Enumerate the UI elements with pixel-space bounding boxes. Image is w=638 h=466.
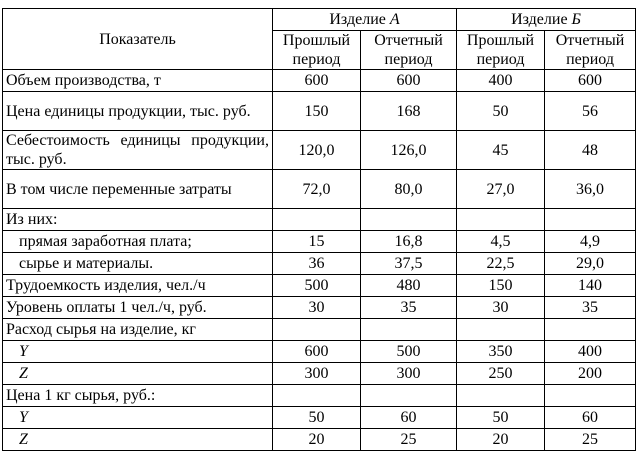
header-a-prev-period: Прошлый период	[273, 31, 361, 70]
cell-a-prev: 36	[273, 253, 361, 275]
cell-a-prev: 120,0	[273, 131, 361, 170]
cell-empty	[457, 209, 545, 231]
cell-a-prev: 600	[273, 341, 361, 363]
cell-empty	[545, 319, 636, 341]
table-row	[3, 319, 636, 341]
row-label: Цена 1 кг сырья, руб.:	[3, 385, 273, 407]
header-b-report-period: Отчетный период	[545, 31, 636, 70]
cell-empty	[273, 319, 361, 341]
header-row-products	[3, 9, 636, 31]
cell-b-prev: 4,5	[457, 231, 545, 253]
cell-b-prev: 22,5	[457, 253, 545, 275]
cell-b-prev: 150	[457, 275, 545, 297]
row-label: Расход сырья на изделие, кг	[3, 319, 273, 341]
table-row	[3, 407, 636, 429]
cell-a-report: 80,0	[361, 170, 457, 209]
cell-a-prev: 500	[273, 275, 361, 297]
table-row	[3, 297, 636, 319]
table-row	[3, 70, 636, 92]
row-label: Y	[3, 407, 273, 429]
header-indicator: Показатель	[3, 9, 273, 70]
cell-empty	[545, 385, 636, 407]
table-row	[3, 341, 636, 363]
cell-b-report: 36,0	[545, 170, 636, 209]
cell-a-prev: 300	[273, 363, 361, 385]
row-label: Объем производства, т	[3, 70, 273, 92]
header-product-a: Изделие А	[273, 9, 457, 31]
row-label: Y	[3, 341, 273, 363]
table-row	[3, 209, 636, 231]
table-row	[3, 385, 636, 407]
cell-b-report: 48	[545, 131, 636, 170]
cell-empty	[545, 209, 636, 231]
table-row	[3, 275, 636, 297]
cell-a-report: 16,8	[361, 231, 457, 253]
cell-b-prev: 50	[457, 92, 545, 131]
row-label: Из них:	[3, 209, 273, 231]
cell-b-prev: 50	[457, 407, 545, 429]
table-row	[3, 231, 636, 253]
cell-b-report: 56	[545, 92, 636, 131]
cell-empty	[361, 209, 457, 231]
table-row	[3, 131, 636, 170]
cell-b-report: 4,9	[545, 231, 636, 253]
cell-empty	[273, 209, 361, 231]
cell-empty	[457, 319, 545, 341]
header-a-report-period: Отчетный период	[361, 31, 457, 70]
cell-b-report: 400	[545, 341, 636, 363]
cell-b-report: 200	[545, 363, 636, 385]
row-label: Z	[3, 429, 273, 451]
row-label: В том числе переменные затраты	[3, 170, 273, 209]
row-label: Уровень оплаты 1 чел./ч, руб.	[3, 297, 273, 319]
cell-a-prev: 150	[273, 92, 361, 131]
cell-b-report: 60	[545, 407, 636, 429]
row-label: Трудоемкость изделия, чел./ч	[3, 275, 273, 297]
cell-b-report: 25	[545, 429, 636, 451]
cell-a-report: 25	[361, 429, 457, 451]
cell-b-report: 29,0	[545, 253, 636, 275]
cell-b-report: 35	[545, 297, 636, 319]
cell-a-report: 168	[361, 92, 457, 131]
cell-b-prev: 27,0	[457, 170, 545, 209]
cell-a-prev: 20	[273, 429, 361, 451]
table-row	[3, 253, 636, 275]
table-row	[3, 363, 636, 385]
cell-empty	[361, 319, 457, 341]
cell-a-prev: 15	[273, 231, 361, 253]
cell-b-prev: 30	[457, 297, 545, 319]
document-page	[2, 8, 636, 451]
cell-a-prev: 50	[273, 407, 361, 429]
cell-a-prev: 30	[273, 297, 361, 319]
cell-empty	[361, 385, 457, 407]
row-label: Себестоимость единицы продукции, тыс. руб.	[3, 131, 273, 170]
cell-b-prev: 45	[457, 131, 545, 170]
header-product-b: Изделие Б	[457, 9, 636, 31]
cell-b-report: 600	[545, 70, 636, 92]
table-row	[3, 170, 636, 209]
cell-a-report: 480	[361, 275, 457, 297]
cell-b-prev: 350	[457, 341, 545, 363]
cell-a-report: 126,0	[361, 131, 457, 170]
cell-a-report: 35	[361, 297, 457, 319]
cell-a-report: 500	[361, 341, 457, 363]
cell-empty	[273, 385, 361, 407]
row-label: Z	[3, 363, 273, 385]
cell-a-report: 600	[361, 70, 457, 92]
cell-a-prev: 600	[273, 70, 361, 92]
header-b-prev-period: Прошлый период	[457, 31, 545, 70]
row-label: прямая заработная плата;	[3, 231, 273, 253]
cell-empty	[457, 385, 545, 407]
cell-b-prev: 20	[457, 429, 545, 451]
cell-a-report: 300	[361, 363, 457, 385]
cell-a-report: 60	[361, 407, 457, 429]
cell-a-report: 37,5	[361, 253, 457, 275]
indicators-table	[2, 8, 636, 451]
cell-b-report: 140	[545, 275, 636, 297]
table-row	[3, 92, 636, 131]
row-label: Цена единицы продукции, тыс. руб.	[3, 92, 273, 131]
cell-a-prev: 72,0	[273, 170, 361, 209]
row-label: сырье и материалы.	[3, 253, 273, 275]
cell-b-prev: 400	[457, 70, 545, 92]
table-row	[3, 429, 636, 451]
cell-b-prev: 250	[457, 363, 545, 385]
